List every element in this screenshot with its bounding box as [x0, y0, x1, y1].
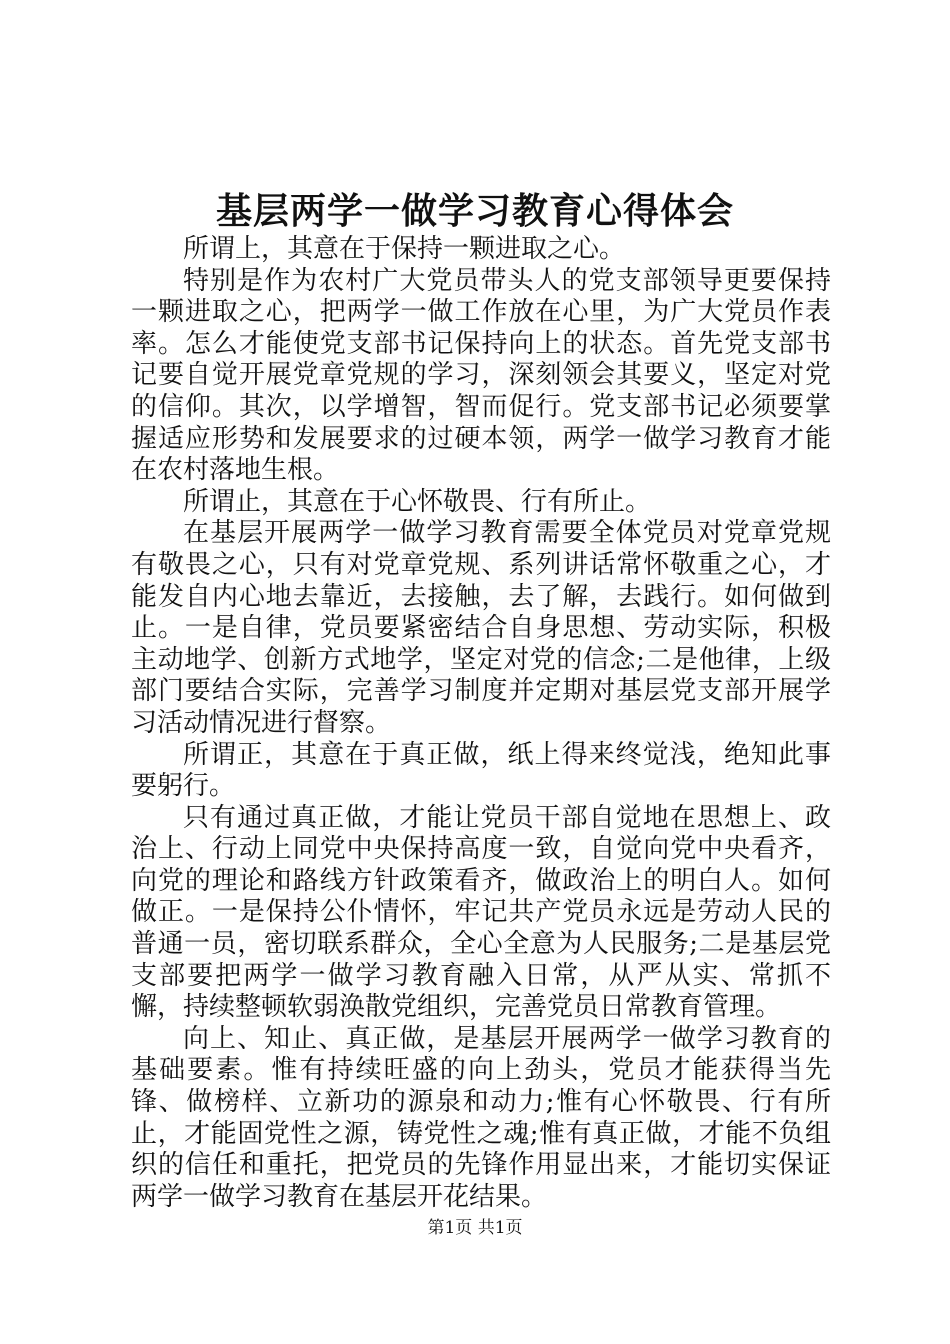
document-title: 基层两学一做学习教育心得体会 [215, 190, 734, 232]
page-number-footer: 第1页 共1页 [427, 1218, 523, 1238]
paragraph: 特别是作为农村广大党员带头人的党支部领导更要保持一颗进取之心，把两学一做工作放在心里，为广大党员作表率。怎么才能使党支部书记保持向上的状态。首先党支部书记要自觉开展党章党规的学习，深刻领会其要义，坚定对党的信仰。其次，以学增智，智而促行。党支部书记必须要掌握适应形势和发展要求的过硬本领，两学一做学习教育才能在农村落地生根。 [131, 265, 831, 486]
paragraph: 向上、知止、真正做，是基层开展两学一做学习教育的基础要素。惟有持续旺盛的向上劲头，党员才能获得当先锋、做榜样、立新功的源泉和动力;惟有心怀敬畏、行有所止，才能固党性之源，铸党性之魂;惟有真正做，才能不负组织的信任和重托，把党员的先锋作用显出来，才能切实保证两学一做学习教育在基层开花结果。 [131, 1023, 831, 1212]
paragraph: 只有通过真正做，才能让党员干部自觉地在思想上、政治上、行动上同党中央保持高度一致，自觉向党中央看齐，向党的理论和路线方针政策看齐，做政治上的明白人。如何做正。一是保持公仆情怀，牢记共产党员永远是劳动人民的普通一员，密切联系群众，全心全意为人民服务;二是基层党支部要把两学一做学习教育融入日常，从严从实、常抓不懈，持续整顿软弱涣散党组织，完善党员日常教育管理。 [131, 802, 831, 1023]
paragraph: 在基层开展两学一做学习教育需要全体党员对党章党规有敬畏之心，只有对党章党规、系列讲话常怀敬重之心，才能发自内心地去靠近，去接触，去了解，去践行。如何做到止。一是自律，党员要紧密结合自身思想、劳动实际，积极主动地学、创新方式地学，坚定对党的信念;二是他律，上级部门要结合实际，完善学习制度并定期对基层党支部开展学习活动情况进行督察。 [131, 518, 831, 738]
paragraph: 所谓正，其意在于真正做，纸上得来终觉浅，绝知此事要躬行。 [131, 739, 831, 802]
document-body [131, 234, 831, 1213]
paragraph: 所谓止，其意在于心怀敬畏、行有所止。 [183, 486, 652, 517]
paragraph: 所谓上，其意在于保持一颗进取之心。 [183, 234, 626, 264]
